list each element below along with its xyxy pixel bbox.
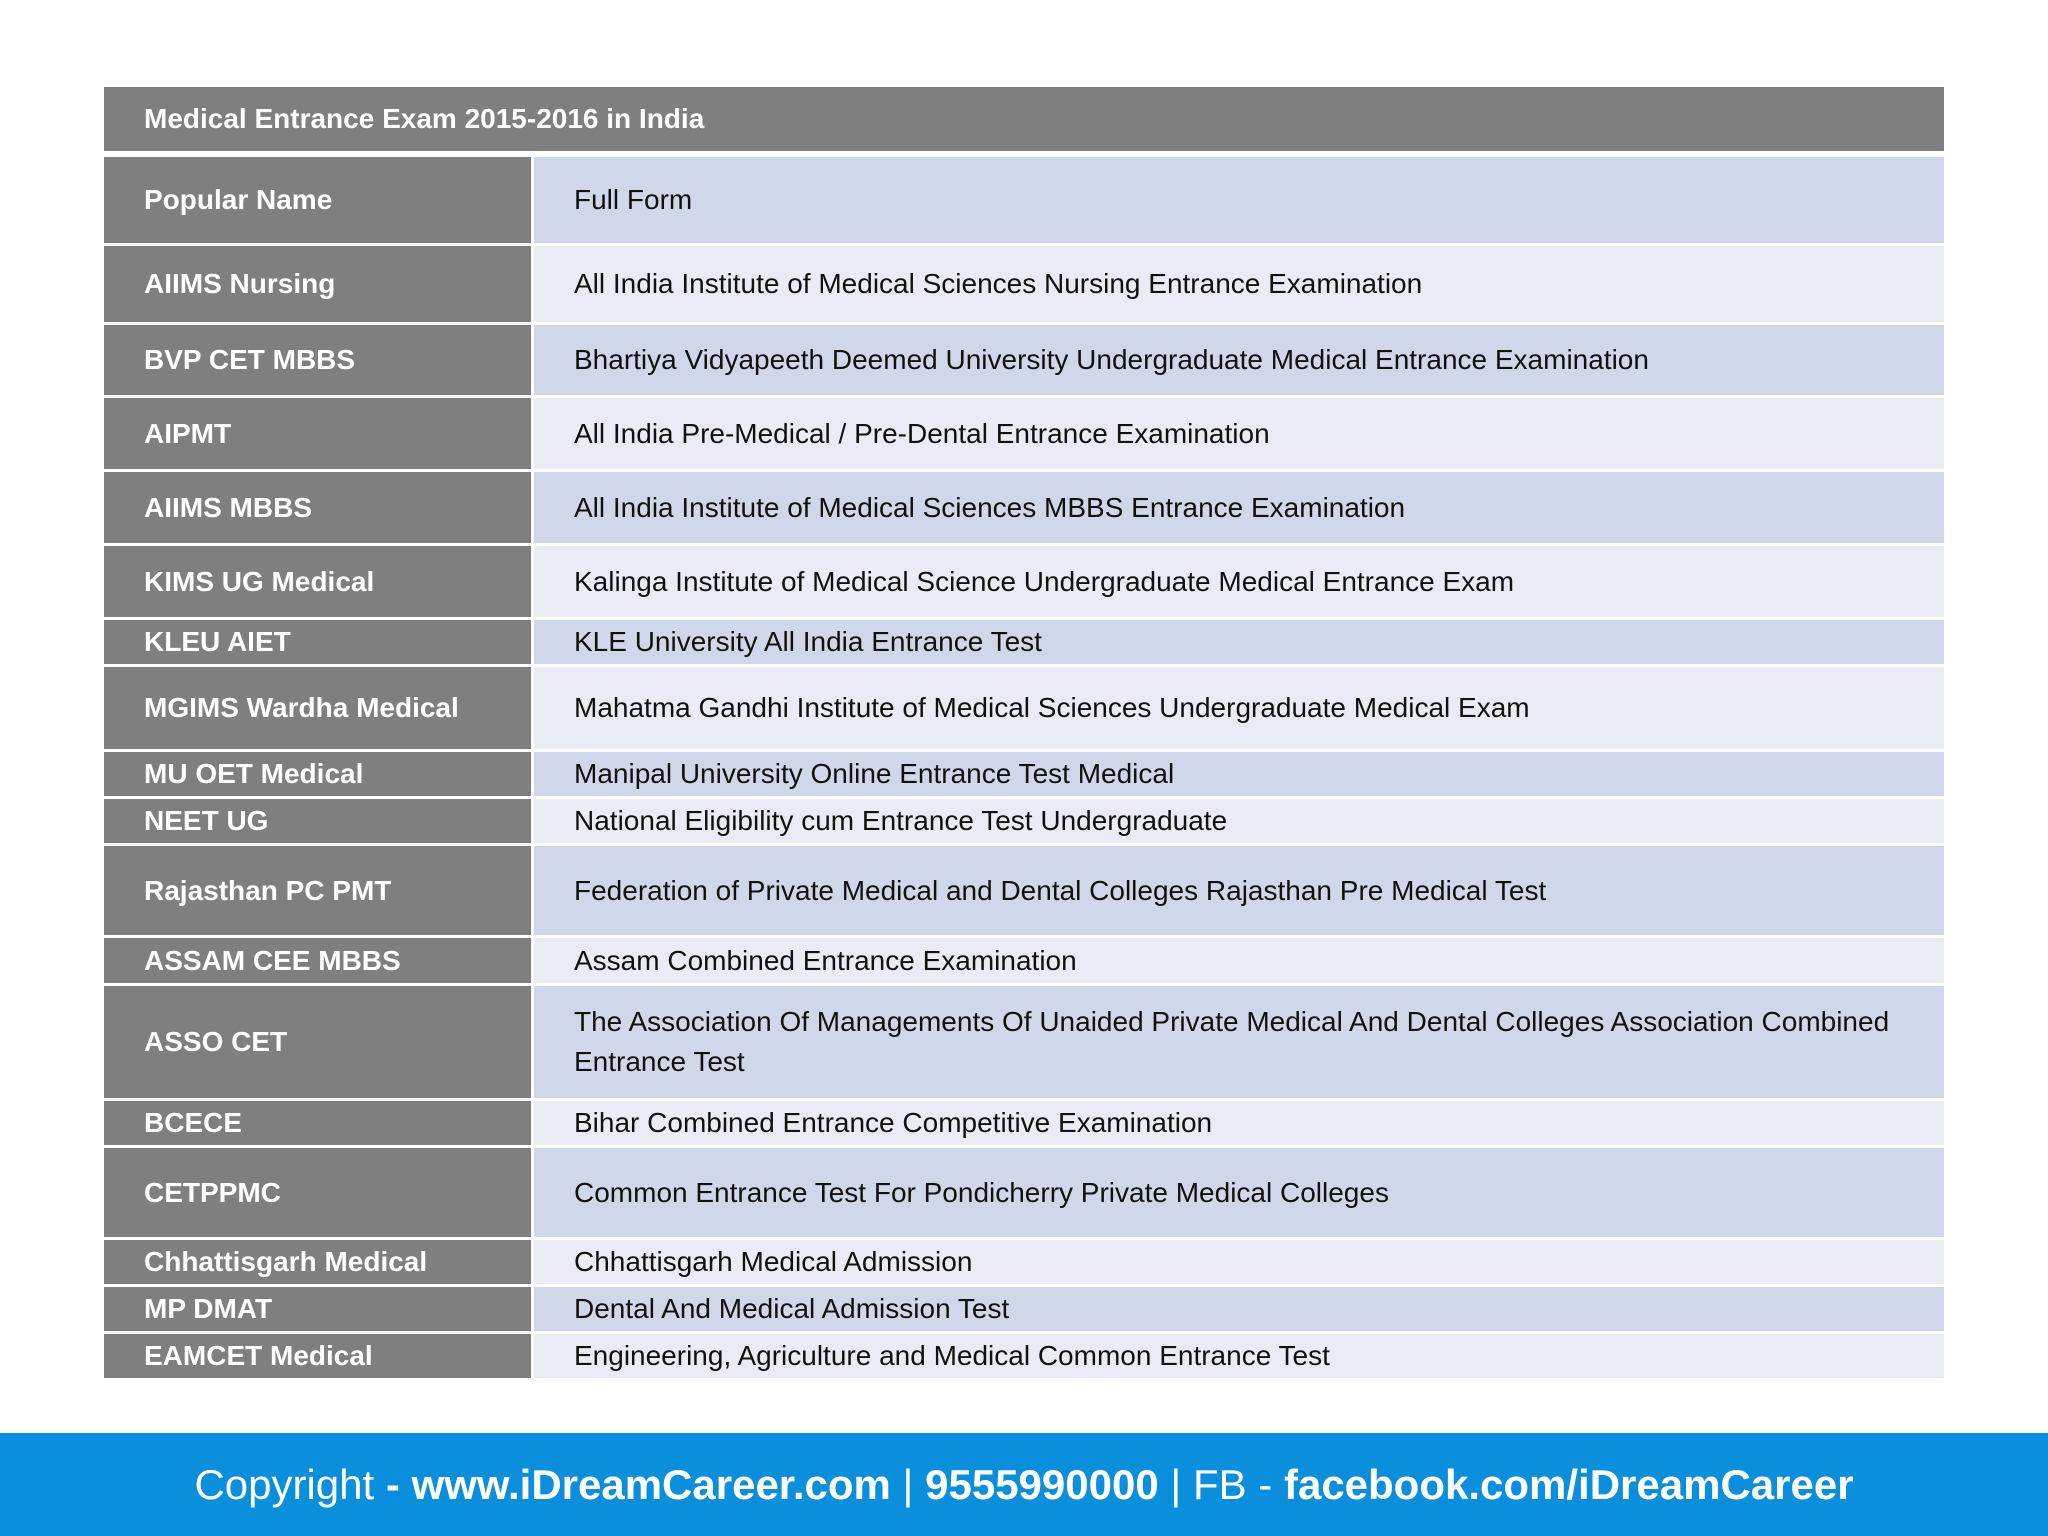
footer-copyright: Copyright [194, 1460, 375, 1508]
popular-name-cell: KIMS UG Medical [104, 546, 531, 617]
footer-phone: 9555990000 [925, 1460, 1159, 1508]
table-header-row [104, 157, 1944, 243]
column-header-full-form: Full Form [534, 157, 1944, 243]
table-row [104, 620, 1944, 664]
full-form-cell: Kalinga Institute of Medical Science Undergraduate Medical Entrance Exam [534, 546, 1944, 617]
popular-name-cell: Rajasthan PC PMT [104, 846, 531, 935]
column-header-popular-name: Popular Name [104, 157, 531, 243]
footer-website-link[interactable]: www.iDreamCareer.com [411, 1460, 891, 1508]
popular-name-cell: EAMCET Medical [104, 1334, 531, 1378]
full-form-cell: Assam Combined Entrance Examination [534, 938, 1944, 983]
full-form-cell: National Eligibility cum Entrance Test Undergraduate [534, 799, 1944, 843]
table-row [104, 246, 1944, 322]
footer-fb-label: FB [1192, 1460, 1247, 1508]
table-row [104, 752, 1944, 796]
full-form-cell: Dental And Medical Admission Test [534, 1287, 1944, 1331]
table-row [104, 938, 1944, 983]
table-row [104, 1334, 1944, 1378]
full-form-cell: KLE University All India Entrance Test [534, 620, 1944, 664]
full-form-cell: Federation of Private Medical and Dental Colleges Rajasthan Pre Medical Test [534, 846, 1944, 935]
full-form-cell: Engineering, Agriculture and Medical Common Entrance Test [534, 1334, 1944, 1378]
popular-name-cell: MGIMS Wardha Medical [104, 667, 531, 749]
popular-name-cell: ASSAM CEE MBBS [104, 938, 531, 983]
popular-name-cell: AIIMS MBBS [104, 472, 531, 543]
table-title: Medical Entrance Exam 2015-2016 in India [104, 87, 1944, 151]
table-row [104, 799, 1944, 843]
popular-name-cell: CETPPMC [104, 1148, 531, 1237]
full-form-cell: Bhartiya Vidyapeeth Deemed University Undergraduate Medical Entrance Examination [534, 325, 1944, 395]
full-form-cell: Common Entrance Test For Pondicherry Private Medical Colleges [534, 1148, 1944, 1237]
table-row [104, 1287, 1944, 1331]
table-row [104, 472, 1944, 543]
full-form-cell: Mahatma Gandhi Institute of Medical Sciences Undergraduate Medical Exam [534, 667, 1944, 749]
full-form-cell: All India Institute of Medical Sciences Nursing Entrance Examination [534, 246, 1944, 322]
popular-name-cell: Chhattisgarh Medical [104, 1240, 531, 1284]
popular-name-cell: BCECE [104, 1101, 531, 1145]
popular-name-cell: ASSO CET [104, 986, 531, 1098]
popular-name-cell: MU OET Medical [104, 752, 531, 796]
full-form-cell: All India Pre-Medical / Pre-Dental Entrance Examination [534, 398, 1944, 469]
table-row [104, 1148, 1944, 1237]
popular-name-cell: AIPMT [104, 398, 531, 469]
full-form-cell: Bihar Combined Entrance Competitive Examination [534, 1101, 1944, 1145]
table-row [104, 1240, 1944, 1284]
exam-table [104, 87, 1944, 1381]
table-row [104, 667, 1944, 749]
popular-name-cell: KLEU AIET [104, 620, 531, 664]
full-form-cell: All India Institute of Medical Sciences MBBS Entrance Examination [534, 472, 1944, 543]
table-body [104, 157, 1944, 1378]
popular-name-cell: AIIMS Nursing [104, 246, 531, 322]
footer-facebook-link[interactable]: facebook.com/iDreamCareer [1283, 1460, 1854, 1508]
table-row [104, 398, 1944, 469]
table-row [104, 846, 1944, 935]
footer-bar: Copyright - www.iDreamCareer.com | 9555990000 | FB - facebook.com/iDreamCareer [0, 1433, 2048, 1536]
table-row [104, 1101, 1944, 1145]
popular-name-cell: MP DMAT [104, 1287, 531, 1331]
full-form-cell: The Association Of Managements Of Unaided Private Medical And Dental Colleges Association Combined Entrance Test [534, 986, 1944, 1098]
full-form-cell: Manipal University Online Entrance Test Medical [534, 752, 1944, 796]
table-row [104, 325, 1944, 395]
table-row [104, 546, 1944, 617]
table-row [104, 986, 1944, 1098]
popular-name-cell: NEET UG [104, 799, 531, 843]
full-form-cell: Chhattisgarh Medical Admission [534, 1240, 1944, 1284]
popular-name-cell: BVP CET MBBS [104, 325, 531, 395]
